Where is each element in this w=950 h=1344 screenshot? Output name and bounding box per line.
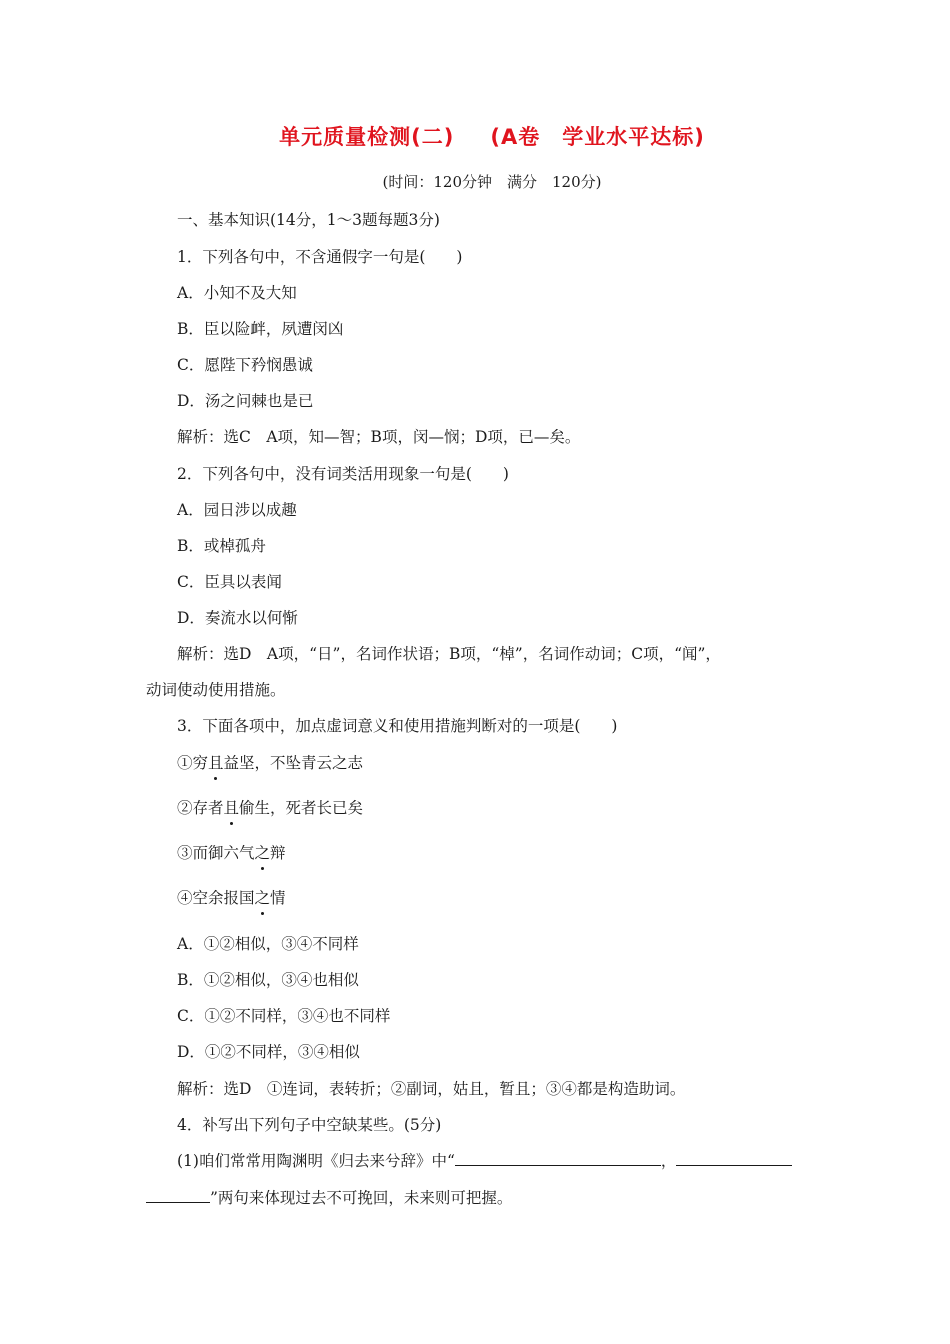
question-3-sentence-4 (177, 886, 286, 908)
answer-blank[interactable] (146, 1188, 210, 1203)
question-4-part-1 (177, 1149, 792, 1171)
dotted-char: 之 (255, 886, 271, 908)
question-3-option-a: A．①②相似，③④不同样 (177, 935, 359, 953)
sentence-text: ③而御六气 (177, 844, 255, 862)
question-2-answer-cont: 动词使动使用措施。 (146, 681, 286, 699)
title-sub: (A卷 学业水平达标) (490, 125, 705, 149)
sentence-text: 辩 (270, 844, 286, 862)
question-2-option-c: C．臣具以表闻 (177, 573, 282, 591)
dotted-char: 之 (255, 841, 271, 863)
page-title (0, 121, 950, 151)
question-1-option-a: A．小知不及大知 (177, 284, 297, 302)
prompt-text: ”两句来体现过去不可挽回，未来则可把握。 (210, 1189, 513, 1207)
dotted-char: 且 (224, 796, 240, 818)
dotted-char: 且 (208, 751, 224, 773)
sentence-text: ①穷 (177, 754, 209, 772)
question-2-option-a: A．园日涉以成趣 (177, 501, 297, 519)
question-3-option-c: C．①②不同样，③④也不同样 (177, 1007, 391, 1025)
question-1-option-b: B．臣以险衅，夙遭闵凶 (177, 320, 344, 338)
question-1-answer: 解析：选C A项，知—智；B项，闵—悯；D项，已—矣。 (177, 428, 581, 446)
prompt-text: ， (660, 1152, 677, 1170)
question-2-answer: 解析：选D A项，“日”，名词作状语；B项，“棹”，名词作动词；C项，“闻”， (177, 645, 721, 663)
question-2-stem: 2．下列各句中，没有词类活用现象一句是( ) (177, 465, 509, 483)
question-2-option-d: D．奏流水以何惭 (177, 609, 298, 627)
question-1-stem: 1．下列各句中，不含通假字一句是( ) (177, 248, 463, 266)
section-heading: 一、基本知识(14分，1～3题每题3分) (177, 211, 440, 229)
prompt-text: (1)咱们常常用陶渊明《归去来兮辞》中“ (177, 1152, 455, 1170)
question-3-sentence-2 (177, 796, 363, 818)
question-3-answer: 解析：选D ①连词，表转折；②副词，姑且，暂且；③④都是构造助词。 (177, 1080, 686, 1098)
sentence-text: ②存者 (177, 799, 224, 817)
title-main: 单元质量检测(二) (279, 125, 455, 149)
question-4-stem: 4．补写出下列句子中空缺某些。(5分) (177, 1116, 442, 1134)
question-1-option-c: C．愿陛下矜悯愚诚 (177, 356, 313, 374)
question-4-part-1-cont (146, 1186, 512, 1208)
answer-blank[interactable] (676, 1151, 792, 1166)
question-3-option-b: B．①②相似，③④也相似 (177, 971, 359, 989)
sentence-text: 益坚，不坠青云之志 (223, 754, 364, 772)
answer-blank[interactable] (455, 1151, 661, 1166)
sentence-text: 偷生，死者长已矣 (239, 799, 364, 817)
question-3-sentence-1 (177, 751, 363, 773)
question-3-sentence-3 (177, 841, 286, 863)
question-3-stem: 3．下面各项中，加点虚词意义和使用措施判断对的一项是( ) (177, 717, 618, 735)
question-2-option-b: B．或棹孤舟 (177, 537, 266, 555)
sentence-text: ④空余报国 (177, 889, 255, 907)
sentence-text: 情 (270, 889, 286, 907)
question-3-option-d: D．①②不同样，③④相似 (177, 1043, 360, 1061)
question-1-option-d: D．汤之问棘也是已 (177, 392, 314, 410)
exam-info: (时间：120分钟 满分 120分) (382, 173, 602, 191)
